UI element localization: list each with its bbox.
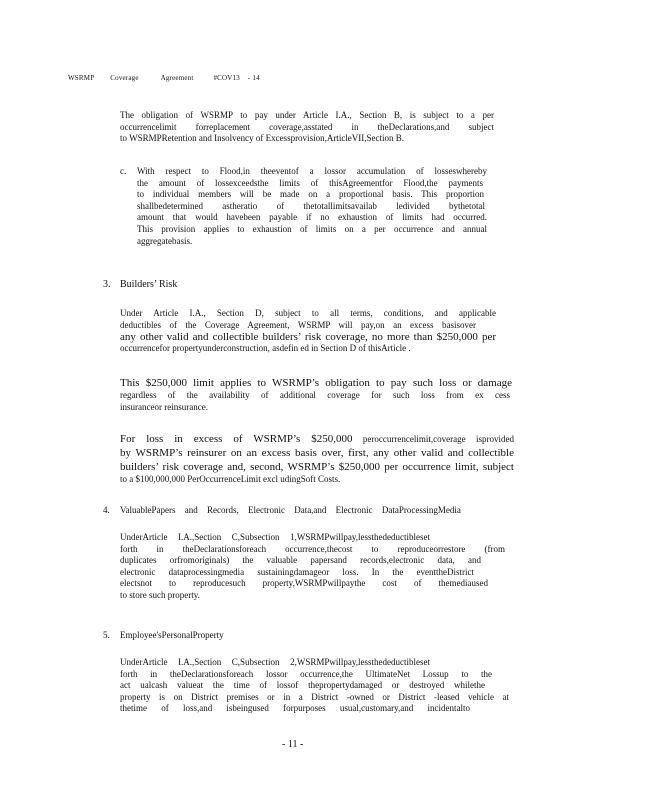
text-line: shallbedetermined astheratio of thetotallimitsavailab ledivided bythetotal — [137, 200, 485, 211]
text-line: builders’ risk coverage and, second, WSRMP’s $250,000 per occurrence limit, subject — [120, 461, 514, 473]
text-line: deductibles of the Coverage Agreement, WSRMP will pay,on an excess basisover — [120, 319, 476, 330]
text-line: forth in theDeclarationsforeach lossor occurrence,the UltimateNet Lossup to the — [120, 668, 492, 679]
text-line: any other valid and collectible builders’ risk coverage, no more than $250,000 per — [120, 331, 496, 344]
page-number: - 11 - — [282, 739, 304, 750]
text-line: UnderArticle I.A.,Section C,Subsection 1,WSRMPwillpay,lessthedeductibleset — [120, 532, 430, 542]
text-line: to individual members will be made on a proportional basis. This proportion — [137, 189, 484, 200]
header-code: #COV13 — [213, 74, 240, 82]
text-line: With respect to Flood,in theeventof a lossor accumulation of losseswhereby — [137, 166, 487, 176]
text-span: peroccurrencelimit,coverage isprovided — [362, 434, 514, 444]
text-line: forth in theDeclarationsforeach occurrence,thecost to reproduceorrestore (from — [120, 543, 505, 554]
text-span: For loss in excess of WSRMP’s $250,000 — [120, 433, 353, 445]
paragraph-valuable-papers — [120, 532, 505, 602]
text-line: electronic dataprocessingmedia sustainingdamageor loss. In the eventtheDistrict — [120, 566, 474, 577]
text-line: property is on District premises or in a District -owned or District -leased vehicle at — [120, 691, 509, 702]
section-3-title: Builders’ Risk — [120, 279, 178, 290]
paragraph-excess — [120, 432, 514, 486]
section-5-title: Employee'sPersonalProperty — [120, 630, 224, 640]
text-line: the amount of lossexceedsthe limits of thisAgreementfor Flood,the payments — [137, 177, 483, 188]
text-line: insuranceor reinsurance. — [120, 401, 208, 412]
text-line: act ualcash valueat the time of lossof thepropertydamaged or destroyed whilethe — [120, 680, 485, 691]
text-line: UnderArticle I.A.,Section C,Subsection 2,WSRMPwillpay,lessthedeductibleset — [120, 657, 430, 667]
text-line: duplicates orfromoriginals) the valuable papersand records,electronic data, and — [120, 555, 481, 566]
item-c-label: c. — [120, 166, 127, 176]
paragraph-builders-risk — [120, 308, 496, 355]
text-line: to WSRMPRetention and Insolvency of Excessprovision,ArticleVII,Section B. — [120, 133, 405, 144]
text-line — [120, 432, 514, 446]
running-header — [68, 74, 274, 82]
header-org: WSRMP — [68, 74, 95, 82]
text-line: aggregatebasis. — [137, 235, 193, 246]
header-type: Agreement — [160, 74, 194, 82]
paragraph-flood — [137, 166, 487, 247]
text-line: The obligation of WSRMP to pay under Article I.A., Section B, is subject to a per — [120, 110, 494, 120]
section-5-number: 5. — [103, 630, 110, 640]
text-line: thetime of loss,and isbeingused forpurposes usual,customary,and incidentalto — [120, 703, 470, 714]
text-line: electsnot to reproducesuch property,WSRMPwillpaythe cost of themediaused — [120, 578, 488, 589]
text-line: Under Article I.A., Section D, subject to all terms, conditions, and applicable — [120, 308, 496, 318]
section-4-number: 4. — [103, 505, 110, 515]
text-line: occurrencefor propertyunderconstruction, asdefin ed in Section D of thisArticle . — [120, 343, 411, 354]
text-line: amount that would havebeen payable if no exhaustion of limits had occurred. — [137, 212, 487, 223]
section-3-number: 3. — [103, 279, 111, 290]
paragraph-employee-property — [120, 657, 509, 715]
text-line: to a $100,000,000 PerOccurrenceLimit excl udingSoft Costs. — [120, 474, 341, 484]
text-line: to store such property. — [120, 589, 200, 600]
paragraph-obligation — [120, 110, 494, 145]
text-line: This $250,000 limit applies to WSRMP’s obligation to pay such loss or damage — [120, 377, 512, 389]
header-doc: Coverage — [110, 74, 139, 82]
text-line: regardless of the availability of additional coverage for such loss from ex cess — [120, 390, 510, 400]
paragraph-limit — [120, 376, 512, 413]
section-4-title: ValuablePapers and Records, Electronic Data,and Electronic DataProcessingMedia — [120, 505, 461, 515]
header-suffix: - 14 — [247, 74, 260, 82]
text-line: This provision applies to exhaustion of limits on a per occurrence and annual — [137, 223, 487, 234]
text-line: by WSRMP’s reinsurer on an excess basis over, first, any other valid and collectible — [120, 447, 514, 459]
text-line: occurrencelimit forreplacement coverage,asstated in theDeclarations,and subject — [120, 121, 494, 132]
